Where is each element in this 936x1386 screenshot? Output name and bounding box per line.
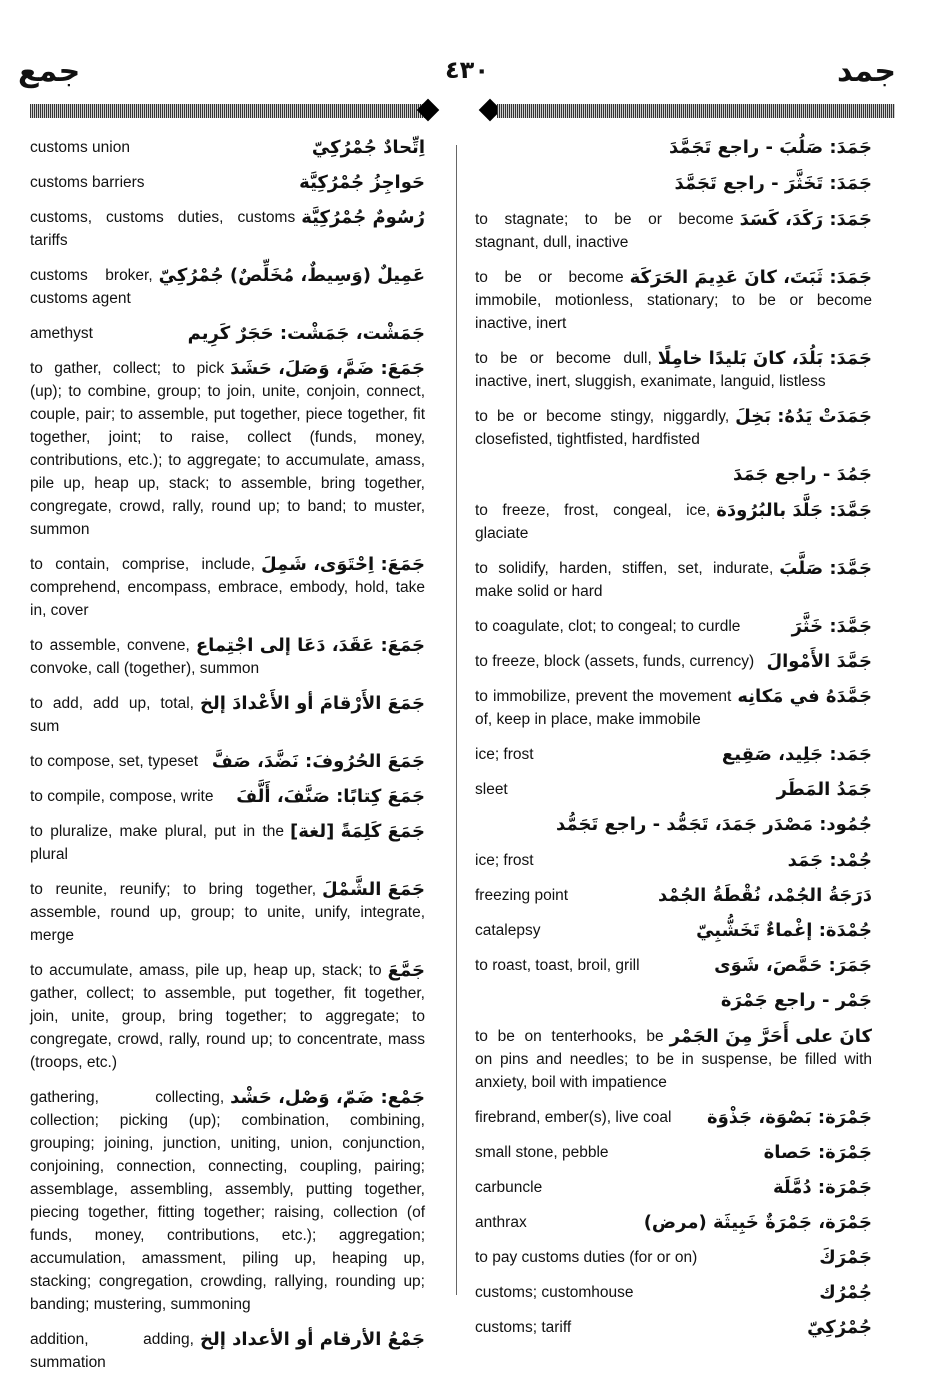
arabic-headword: جَمَّدَ: خَثَّرَ (791, 616, 872, 637)
english-definition: to coagulate, clot; to congeal; to curdle (475, 618, 741, 635)
arabic-headword: جُمْد: جَمَد (787, 850, 872, 871)
dictionary-entry (475, 557, 872, 603)
arabic-headword: جَمَدَ: رَكَدَ، كَسَدَ (739, 209, 872, 230)
english-definition: customs, customs duties, customs tariffs (30, 209, 296, 249)
dictionary-entry (475, 919, 872, 942)
english-definition: firebrand, ember(s), live coal (475, 1109, 672, 1126)
arabic-headword: جَمَشْت، جَمَشْت: حَجَرٌ كَرِيم (187, 323, 425, 344)
english-definition: to compose, set, typeset (30, 753, 199, 770)
english-definition: carbuncle (475, 1179, 543, 1196)
arabic-headword: اِتِّحادٌ جُمْرُكِيّ (311, 137, 425, 158)
english-definition: customs broker, customs agent (30, 267, 153, 307)
arabic-headword: جَمْرَة: حَصاة (763, 1142, 872, 1163)
english-definition: to be or become dull, inactive, inert, sluggish, exanimate, languid, listless (475, 350, 826, 390)
dictionary-entry (475, 499, 872, 545)
english-definition: to be on tenterhooks, be on pins and needles; to be in suspense, be filled with anxiety, boil with impatience (475, 1028, 872, 1091)
dictionary-entry (475, 884, 872, 907)
arabic-headword: جَمَّدَ: صَلَّبَ (779, 558, 872, 579)
arabic-headword: جَمَعَ: ضَمَّ، وَصَلَ، حَشَدَ (230, 358, 425, 379)
english-definition: to roast, toast, broil, grill (475, 957, 640, 974)
dictionary-entry (475, 1211, 872, 1234)
left-column (30, 136, 425, 1386)
dictionary-entry (30, 1086, 425, 1316)
page-header (0, 52, 936, 132)
english-definition: to solidify, harden, stiffen, set, indurate, make solid or hard (475, 560, 774, 600)
arabic-headword: جَمُدَ - راجع جَمَدَ (733, 464, 872, 485)
english-definition: to be or become immobile, motionless, stationary; to be or become inactive, inert (475, 269, 872, 332)
dictionary-entry (475, 650, 872, 673)
english-definition: amethyst (30, 325, 93, 342)
guide-word-left: جمع (18, 54, 81, 89)
dictionary-entry (30, 785, 425, 808)
dictionary-entry (475, 1025, 872, 1094)
dictionary-entry (475, 266, 872, 335)
english-definition: to contain, comprise, include, comprehend, encompass, embrace, embody, hold, take in, cover (30, 556, 425, 619)
arabic-headword: جُمْرُك (819, 1282, 872, 1303)
dictionary-entry (30, 357, 425, 541)
english-definition: sleet (475, 781, 508, 798)
dictionary-entry (475, 1316, 872, 1339)
arabic-headword: جَمَدَتْ يَدُهُ: بَخِلَ (735, 406, 872, 427)
arabic-headword: رُسُومٌ جُمْرُكِيَّة (301, 207, 425, 228)
english-definition: customs barriers (30, 174, 145, 191)
arabic-headword: جَمَد: جَلِيد، صَقِيع (721, 744, 872, 765)
english-definition: ice; frost (475, 852, 534, 869)
dictionary-entry (475, 1246, 872, 1269)
arabic-headword: دَرَجَةُ الجُمْد، نُقْطَةُ الجُمْد (657, 885, 872, 906)
dictionary-entry (475, 347, 872, 393)
column-divider (456, 145, 457, 1295)
dictionary-entry (475, 743, 872, 766)
english-definition: anthrax (475, 1214, 527, 1231)
dictionary-entry (30, 692, 425, 738)
arabic-headword: جَمْعُ الأرقام أو الأعداد إلخ (199, 1329, 425, 1350)
english-definition: small stone, pebble (475, 1144, 609, 1161)
arabic-headword: جَمَدَ: صَلُبَ - راجع تَجَمَّدَ (669, 137, 872, 158)
dictionary-entry (475, 849, 872, 872)
english-definition: to accumulate, amass, pile up, heap up, stack; to gather, collect; to assemble, put together, fit together, join, unite, group, bring together; to aggregate; to congregate, crowd, rally, round up; to concentrate, mass (troops, etc.) (30, 962, 425, 1071)
dictionary-entry (475, 172, 872, 196)
dictionary-entry (30, 553, 425, 622)
right-column (475, 136, 872, 1351)
dictionary-entry (475, 208, 872, 254)
arabic-headword: جَمْرَة، جَمْرَةٌ خَبِيثَة (مرض) (643, 1212, 872, 1233)
english-definition: catalepsy (475, 922, 541, 939)
dictionary-entry (475, 778, 872, 801)
dictionary-entry (475, 685, 872, 731)
arabic-headword: جَمَّدَهُ في مَكانِه (737, 686, 872, 707)
arabic-headword: جَمْر - راجع جَمْرَة (720, 990, 872, 1011)
english-definition: gathering, collecting, collection; picking (up); combination, combining, grouping; joining, junction, uniting, union, conjunction, conjoining, connection, connecting, coupling, pairing; assemblage, assembling, assembly, putting together, piecing together, fitting together; raising, collection (of funds, money, contributions, etc.); aggregation; accumulation, amassment, piling up, heaping up, stacking; congregation, crowding, rallying, rounding up; banding; mustering, summoning (30, 1089, 425, 1313)
arabic-headword: جَمَّدَ الأَمْوالَ (766, 651, 872, 672)
arabic-headword: جَمَدَ: تَخَثَّرَ - راجع تَجَمَّدَ (674, 173, 872, 194)
arabic-headword: جُمُود: مَصْدَر جَمَدَ، تَجَمُّد - راجع تَجَمُّد (556, 814, 872, 835)
arabic-headword: حَواجِزُ جُمْرُكِيَّة (299, 172, 425, 193)
dictionary-entry (475, 136, 872, 160)
english-definition: to reunite, reunify; to bring together, assemble, round up, group; to unite, unify, integrate, merge (30, 881, 425, 944)
english-definition: to stagnate; to be or become stagnant, dull, inactive (475, 211, 734, 251)
english-definition: customs union (30, 139, 130, 156)
dictionary-entry (30, 264, 425, 310)
dictionary-entry (475, 1106, 872, 1129)
arabic-headword: جَمَّعَ (387, 960, 425, 981)
dictionary-entry (30, 820, 425, 866)
dictionary-entry (475, 463, 872, 487)
dictionary-entry (475, 1281, 872, 1304)
dictionary-entry (30, 750, 425, 773)
arabic-headword: جُمْدَة: إغْماءٌ تَخَشُّبِيّ (696, 920, 872, 941)
dictionary-entry (475, 405, 872, 451)
dictionary-entry (475, 615, 872, 638)
arabic-headword: كانَ على أَحَرَّ مِنَ الجَمْر (669, 1026, 872, 1047)
dictionary-entry (30, 322, 425, 345)
arabic-headword: جَمْرَة: بَصْوَة، جَذْوَة (706, 1107, 872, 1128)
dictionary-entry (30, 206, 425, 252)
arabic-headword: جَمَدُ المَطَر (776, 779, 872, 800)
english-definition: freezing point (475, 887, 569, 904)
english-definition: to pluralize, make plural, put in the plural (30, 823, 285, 863)
arabic-headword: جَمْع: ضَمّ، وَصْل، حَشْد (230, 1087, 425, 1108)
dictionary-entry (30, 634, 425, 680)
dictionary-entry (30, 878, 425, 947)
arabic-headword: جُمْرُكِيّ (807, 1317, 872, 1338)
header-rule-left (30, 104, 425, 118)
english-definition: addition, adding, summation (30, 1331, 194, 1371)
english-definition: to pay customs duties (for or on) (475, 1249, 698, 1266)
english-definition: to freeze, block (assets, funds, currency) (475, 653, 755, 670)
english-definition: customs; customhouse (475, 1284, 634, 1301)
english-definition: customs; tariff (475, 1319, 572, 1336)
header-rule-right (497, 104, 895, 118)
arabic-headword: جَمَعَ الشَّمْلَ (322, 879, 425, 900)
english-definition: to compile, compose, write (30, 788, 214, 805)
dictionary-entry (30, 1328, 425, 1374)
arabic-headword: جَمَعَ: عَقَدَ، دَعَا إلى اجْتِماع (195, 635, 425, 656)
dictionary-entry (475, 954, 872, 977)
arabic-headword: جَمَدَ: ثَبَتَ، كانَ عَدِيمَ الحَرَكَة (629, 267, 872, 288)
english-definition: to be or become stingy, niggardly, closefisted, tightfisted, hardfisted (475, 408, 730, 448)
arabic-headword: جَمَدَ: بَلُدَ، كانَ بَليدًا خامِلًا (657, 348, 872, 369)
arabic-headword: جَمَعَ: اِحْتَوَى، شَمِلَ (260, 554, 425, 575)
arabic-headword: جَمْرَة: دُمَّلَة (773, 1177, 872, 1198)
english-definition: ice; frost (475, 746, 534, 763)
english-definition: to add, add up, total, sum (30, 695, 194, 735)
arabic-headword: جَمَعَ كَلِمَةً [لغة] (290, 821, 425, 842)
dictionary-entry (475, 813, 872, 837)
arabic-headword: جَمَرَ: حَمَّصَ، شَوَى (714, 955, 872, 976)
arabic-headword: جَمَعَ الحُرُوفَ: نَضَّدَ، صَفَّ (211, 751, 425, 772)
arabic-headword: جَمَعَ كِتابًا: صَنَّفَ، أَلَّفَ (236, 786, 425, 807)
dictionary-entry (30, 959, 425, 1074)
guide-word-right: جمد (836, 54, 896, 89)
english-definition: to gather, collect; to pick (up); to combine, group; to join, unite, conjoin, connect, couple, pair; to assemble, put together, piece together, fit together, joint; to raise, collect (funds, money, contributions, etc.); to aggregate; to accumulate, amass, pile up, heap up, stack; to assemble, bring together, congregate, crowd, rally, round up; to band; to muster, summon (30, 360, 425, 538)
arabic-headword: جَمْرَكَ (819, 1247, 872, 1268)
arabic-headword: جَمَعَ الأَرْقامَ أو الأَعْدادَ إلخ (199, 693, 425, 714)
arabic-headword: عَمِيلٌ (وَسِيطٌ، مُخَلِّصٌ) جُمْرُكِيّ (158, 265, 425, 286)
english-definition: to assemble, convene, convoke, call (together), summon (30, 637, 260, 677)
dictionary-entry (475, 1141, 872, 1164)
dictionary-entry (475, 989, 872, 1013)
dictionary-entry (30, 136, 425, 159)
dictionary-entry (30, 171, 425, 194)
arabic-headword: جَمَّدَ: جَلَّدَ بالبُرُودَة (716, 500, 872, 521)
page-number: ٤٣٠ (445, 56, 489, 84)
english-definition: to immobilize, prevent the movement of, keep in place, make immobile (475, 688, 732, 728)
dictionary-entry (475, 1176, 872, 1199)
english-definition: to freeze, frost, congeal, ice, glaciate (475, 502, 711, 542)
